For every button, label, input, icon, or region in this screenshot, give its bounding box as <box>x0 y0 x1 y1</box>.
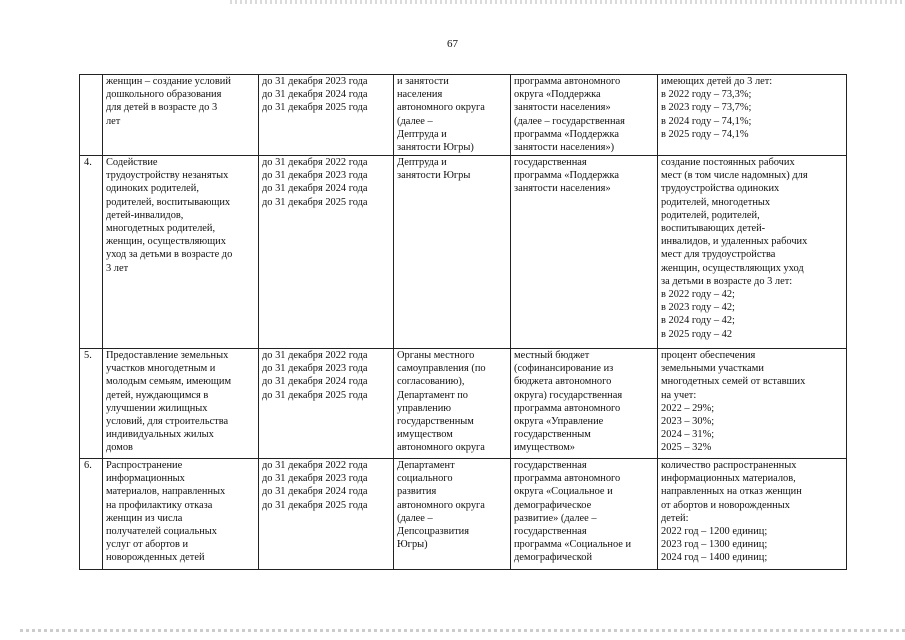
indicator-cell: процент обеспечения земельными участками многодетных семей от вставших на учет: 2022 – 29%; 2023 – 30%; 2024 – 31%; 2025 – 32% <box>658 349 847 459</box>
measure-cell: Содействие трудоустройству незанятых одиноких родителей, родителей, воспитывающих детей-инвалидов, многодетных родителей, женщин, осуществляющих уход за детьми в возрасте до 3 лет <box>103 156 259 349</box>
deadline-cell: до 31 декабря 2022 года до 31 декабря 2023 года до 31 декабря 2024 года до 31 декабря 2025 года <box>259 459 394 570</box>
row-number: 4. <box>80 156 103 349</box>
indicator-cell: имеющих детей до 3 лет: в 2022 году – 73,3%; в 2023 году – 73,7%; в 2024 году – 74,1%; в 2025 году – 74,1% <box>658 75 847 156</box>
funding-source-cell: государственная программа автономного округа «Социальное и демографическое развитие» (далее – государственная программа «Социальное и демографической <box>511 459 658 570</box>
funding-source-cell: программа автономного округа «Поддержка занятости населения» (далее – государственная программа «Поддержка занятости населения») <box>511 75 658 156</box>
deadline-cell: до 31 декабря 2022 года до 31 декабря 2023 года до 31 декабря 2024 года до 31 декабря 2025 года <box>259 156 394 349</box>
measure-cell: Распространение информационных материалов, направленных на профилактику отказа женщин из числа получателей социальных услуг от абортов и новорожденных детей <box>103 459 259 570</box>
executor-cell: Департамент социального развития автономного округа (далее – Депсоцразвития Югры) <box>394 459 511 570</box>
measure-cell: Предоставление земельных участков многодетным и молодым семьям, имеющим детей, нуждающимся в улучшении жилищных условий, для строительства индивидуальных жилых домов <box>103 349 259 459</box>
table-row <box>80 349 847 459</box>
row-number <box>80 75 103 156</box>
funding-source-cell: государственная программа «Поддержка занятости населения» <box>511 156 658 349</box>
deadline-cell: до 31 декабря 2022 года до 31 декабря 2023 года до 31 декабря 2024 года до 31 декабря 2025 года <box>259 349 394 459</box>
table-row <box>80 459 847 570</box>
page-number: 67 <box>447 38 458 50</box>
executor-cell: Органы местного самоуправления (по согласованию), Департамент по управлению государственным имуществом автономного округа <box>394 349 511 459</box>
row-number: 5. <box>80 349 103 459</box>
deadline-cell: до 31 декабря 2023 года до 31 декабря 2024 года до 31 декабря 2025 года <box>259 75 394 156</box>
row-number: 6. <box>80 459 103 570</box>
indicator-cell: создание постоянных рабочих мест (в том числе надомных) для трудоустройства одиноких родителей, многодетных родителей, родителей, воспитывающих детей- инвалидов, и удаленных рабочих мест для трудоустройства женщин, осуществляющих уход за детьми в возрасте до 3 лет: в 2022 году – 42; в 2023 году – 42; в 2024 году – 42; в 2025 году – 42 <box>658 156 847 349</box>
indicator-cell: количество распространенных информационных материалов, направленных на отказ женщин от абортов и новорожденных детей: 2022 год – 1200 единиц; 2023 год – 1300 единиц; 2024 год – 1400 единиц; <box>658 459 847 570</box>
executor-cell: и занятости населения автономного округа (далее – Дептруда и занятости Югры) <box>394 75 511 156</box>
scan-artifact-bottom <box>20 629 905 632</box>
measure-cell: женщин – создание условий дошкольного образования для детей в возрасте до 3 лет <box>103 75 259 156</box>
measures-table <box>79 74 847 570</box>
scan-artifact-top <box>230 0 905 4</box>
table-row <box>80 75 847 156</box>
funding-source-cell: местный бюджет (софинансирование из бюджета автономного округа) государственная программа автономного округа «Управление государственным имуществом» <box>511 349 658 459</box>
table-row <box>80 156 847 349</box>
executor-cell: Дептруда и занятости Югры <box>394 156 511 349</box>
